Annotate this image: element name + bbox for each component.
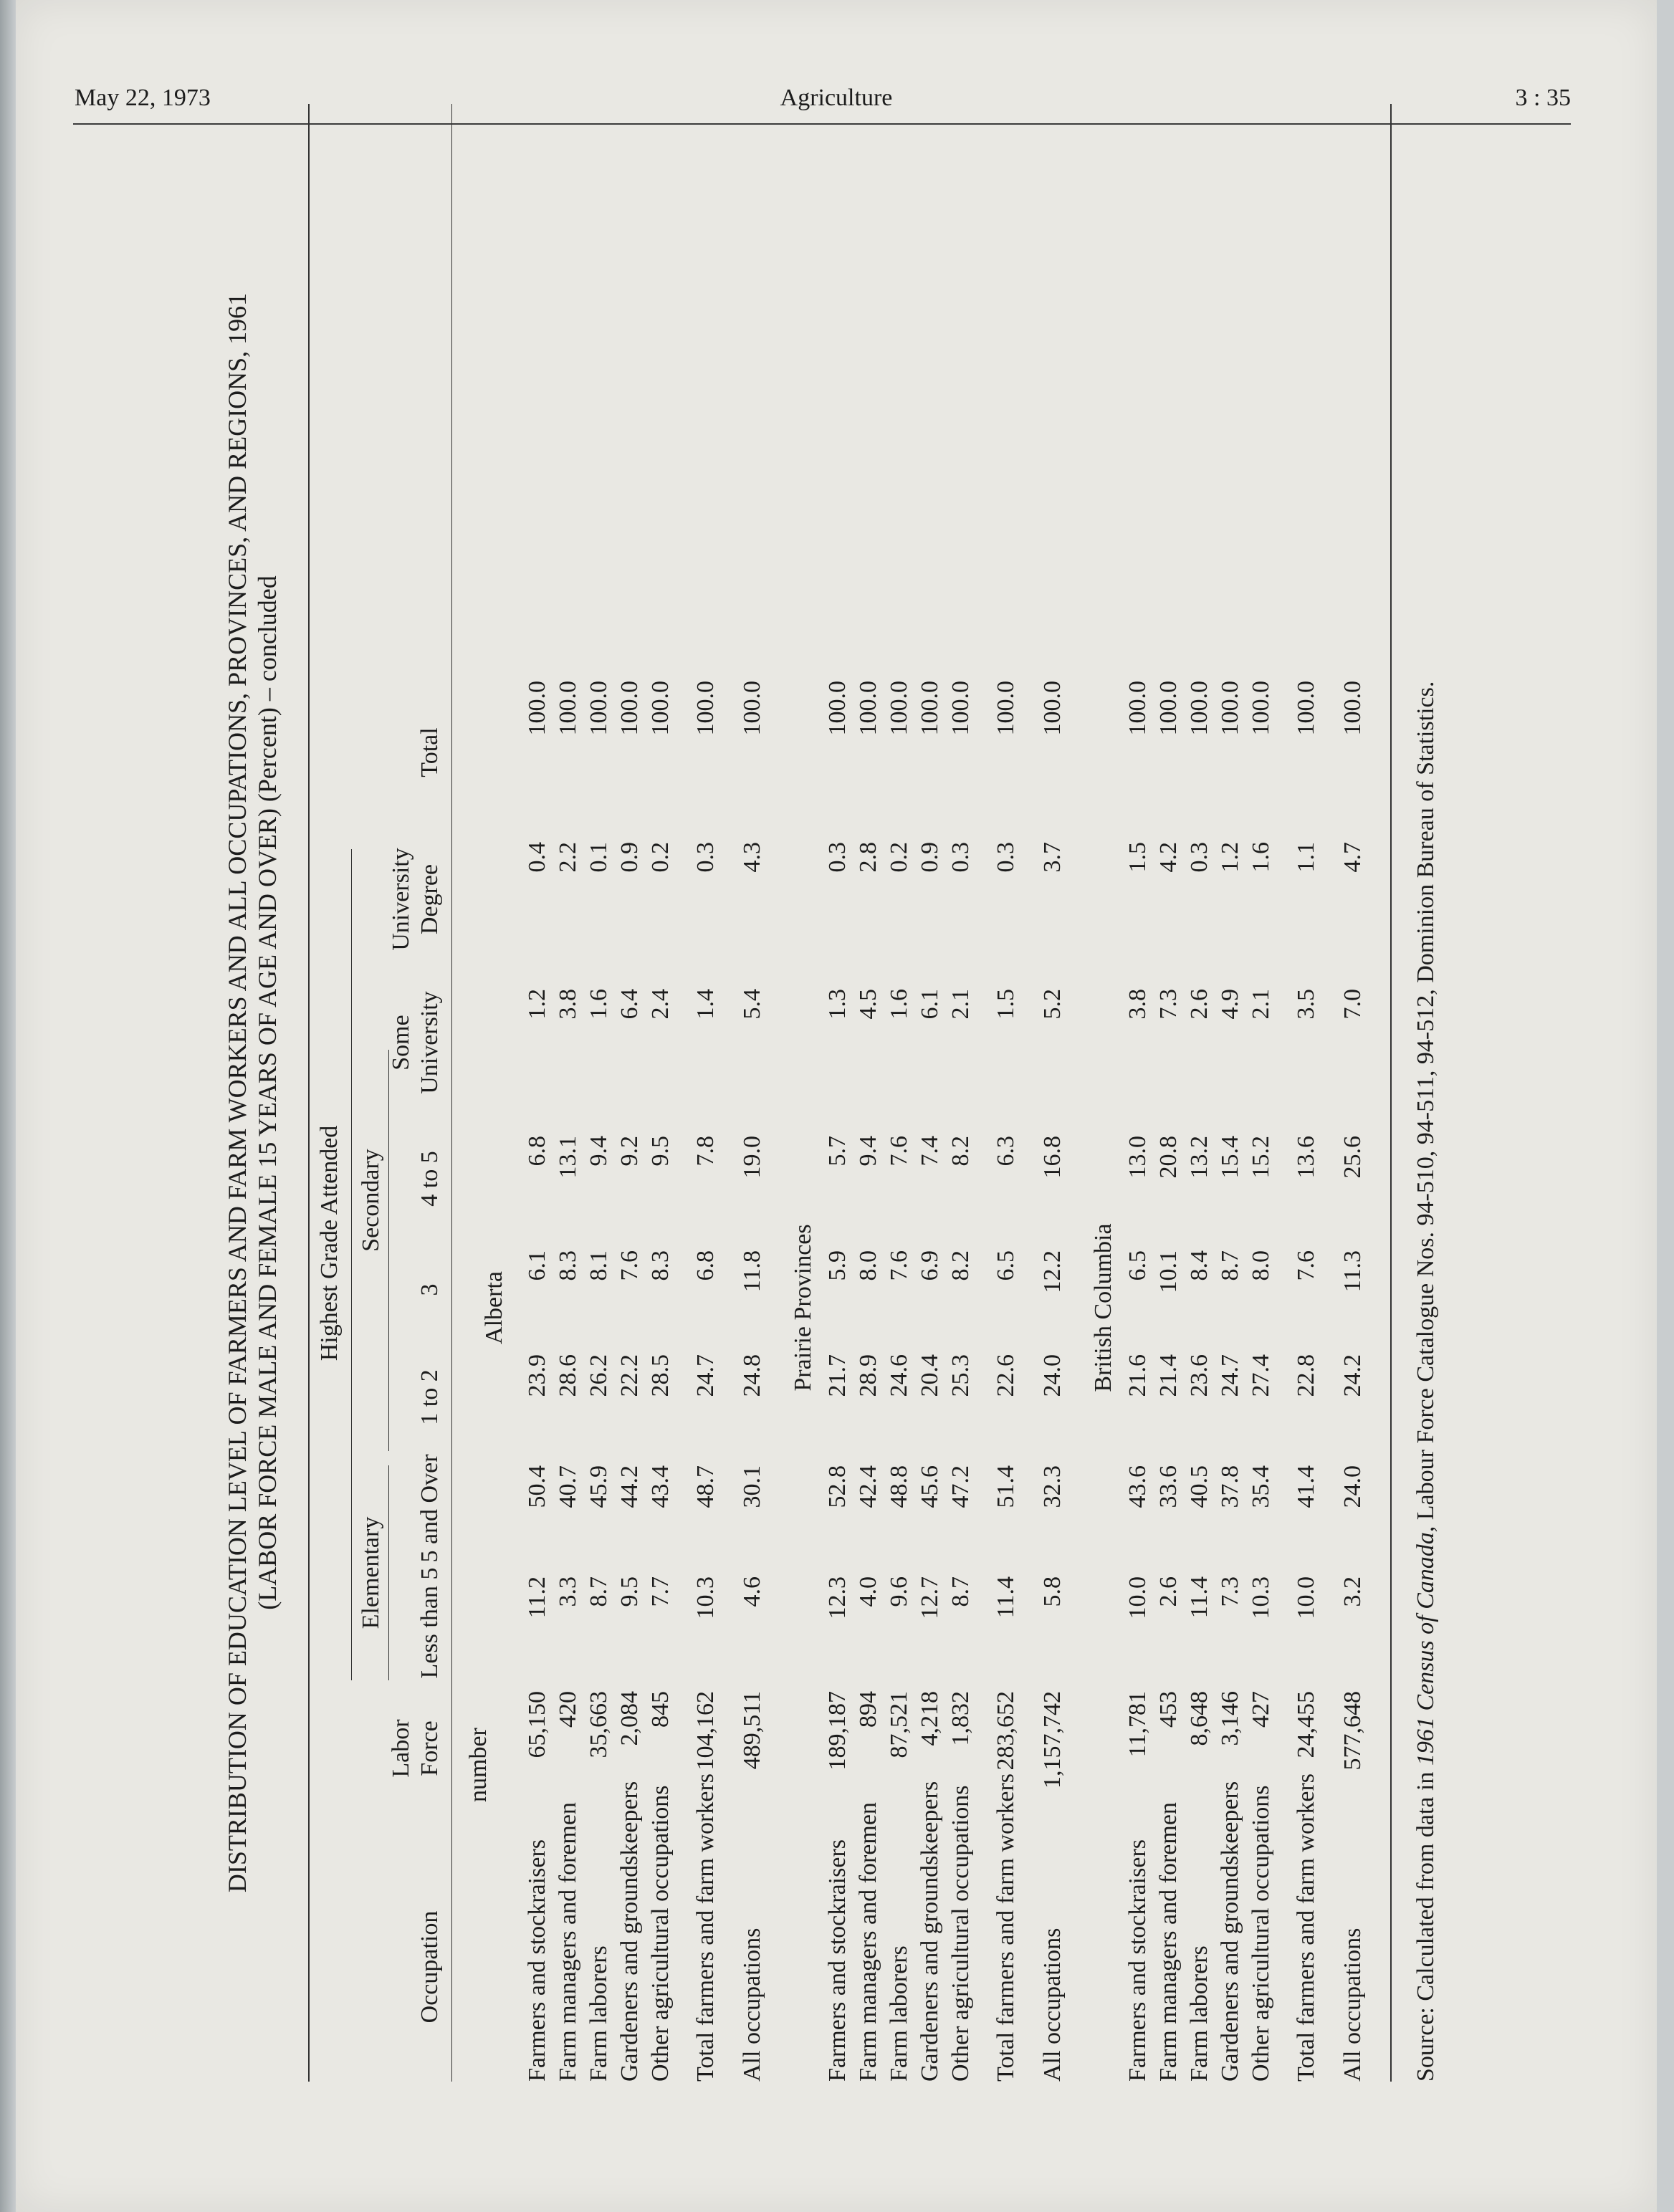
cell-3: 8.3 bbox=[555, 1250, 581, 1281]
cell-less-than-5: 12.3 bbox=[824, 1576, 851, 1619]
cell-1-to-2: 27.4 bbox=[1248, 1354, 1274, 1397]
section-title: British Columbia bbox=[1090, 1223, 1116, 1392]
cell-5-and-over: 33.6 bbox=[1155, 1465, 1182, 1508]
cell-some-university: 1.4 bbox=[692, 989, 719, 1020]
column-header-rule bbox=[451, 104, 452, 2082]
column-university-degree-line2: Degree bbox=[416, 863, 443, 935]
all-occupations-row-label: All occupations bbox=[1339, 1928, 1366, 2082]
source-italic: 1961 Census of Canada, bbox=[1412, 1526, 1439, 1766]
cell-less-than-5: 10.0 bbox=[1293, 1576, 1319, 1619]
cell-4-to-5: 13.0 bbox=[1124, 1136, 1151, 1179]
cell-some-university: 5.2 bbox=[1039, 989, 1066, 1020]
cell-1-to-2: 24.0 bbox=[1039, 1354, 1066, 1397]
cell-5-and-over: 45.9 bbox=[585, 1465, 612, 1508]
cell-labor-force: 104,162 bbox=[692, 1691, 719, 1771]
cell-5-and-over: 35.4 bbox=[1248, 1465, 1274, 1508]
rotated-table bbox=[201, 82, 1462, 2103]
cell-university-degree: 4.2 bbox=[1155, 842, 1182, 873]
elementary-rule bbox=[388, 1465, 389, 1680]
cell-less-than-5: 12.7 bbox=[917, 1576, 943, 1619]
cell-less-than-5: 7.3 bbox=[1217, 1576, 1243, 1607]
cell-5-and-over: 24.0 bbox=[1339, 1465, 1366, 1508]
cell-some-university: 2.1 bbox=[1248, 989, 1274, 1020]
column-labor-force-line1: Labor bbox=[388, 1719, 414, 1778]
cell-total: 100.0 bbox=[1339, 681, 1366, 736]
column-occupation: Occupation bbox=[416, 1910, 443, 2024]
cell-5-and-over: 51.4 bbox=[993, 1465, 1019, 1508]
cell-labor-force: 1,832 bbox=[947, 1691, 974, 1746]
cell-university-degree: 1.2 bbox=[1217, 842, 1243, 873]
column-labor-force bbox=[387, 1687, 444, 1809]
header-section: Agriculture bbox=[780, 85, 893, 111]
cell-4-to-5: 9.4 bbox=[585, 1136, 612, 1167]
cell-1-to-2: 28.9 bbox=[855, 1354, 881, 1397]
cell-university-degree: 1.1 bbox=[1293, 842, 1319, 873]
cell-university-degree: 0.3 bbox=[1186, 842, 1213, 873]
cell-3: 6.1 bbox=[524, 1250, 550, 1281]
cell-1-to-2: 23.6 bbox=[1186, 1354, 1213, 1397]
cell-less-than-5: 10.0 bbox=[1124, 1576, 1151, 1619]
cell-total: 100.0 bbox=[647, 681, 674, 736]
cell-1-to-2: 21.6 bbox=[1124, 1354, 1151, 1397]
cell-4-to-5: 7.8 bbox=[692, 1136, 719, 1167]
cell-4-to-5: 5.7 bbox=[824, 1136, 851, 1167]
cell-less-than-5: 4.0 bbox=[855, 1576, 881, 1607]
cell-total: 100.0 bbox=[855, 681, 881, 736]
cell-1-to-2: 23.9 bbox=[524, 1354, 550, 1397]
cell-labor-force: 11,781 bbox=[1124, 1691, 1151, 1758]
cell-3: 8.2 bbox=[947, 1250, 974, 1281]
cell-less-than-5: 10.3 bbox=[1248, 1576, 1274, 1619]
cell-4-to-5: 9.5 bbox=[647, 1136, 674, 1167]
cell-4-to-5: 7.4 bbox=[917, 1136, 943, 1167]
cell-1-to-2: 22.2 bbox=[616, 1354, 643, 1397]
cell-some-university: 3.5 bbox=[1293, 989, 1319, 1020]
cell-4-to-5: 25.6 bbox=[1339, 1136, 1366, 1179]
cell-university-degree: 0.3 bbox=[947, 842, 974, 873]
cell-less-than-5: 7.7 bbox=[647, 1576, 674, 1607]
cell-university-degree: 4.7 bbox=[1339, 842, 1366, 873]
cell-1-to-2: 21.4 bbox=[1155, 1354, 1182, 1397]
cell-3: 7.6 bbox=[1293, 1250, 1319, 1281]
column-total: Total bbox=[416, 727, 443, 777]
cell-labor-force: 2,084 bbox=[616, 1691, 643, 1746]
cell-1-to-2: 22.8 bbox=[1293, 1354, 1319, 1397]
cell-university-degree: 4.3 bbox=[739, 842, 765, 873]
cell-labor-force: 87,521 bbox=[886, 1691, 912, 1758]
table-title-line2: (LABOR FORCE MALE AND FEMALE 15 YEARS OF AGE AND OVER) (Percent) – concluded bbox=[253, 575, 282, 1610]
cell-1-to-2: 24.8 bbox=[739, 1354, 765, 1397]
cell-university-degree: 0.9 bbox=[917, 842, 943, 873]
cell-4-to-5: 13.6 bbox=[1293, 1136, 1319, 1179]
cell-5-and-over: 41.4 bbox=[1293, 1465, 1319, 1508]
table-row-label: Farm managers and foremen bbox=[855, 1802, 881, 2082]
cell-5-and-over: 40.7 bbox=[555, 1465, 581, 1508]
cell-labor-force: 8,648 bbox=[1186, 1691, 1213, 1746]
cell-5-and-over: 32.3 bbox=[1039, 1465, 1066, 1508]
cell-university-degree: 1.6 bbox=[1248, 842, 1274, 873]
cell-5-and-over: 43.4 bbox=[647, 1465, 674, 1508]
cell-labor-force: 283,652 bbox=[993, 1691, 1019, 1771]
cell-less-than-5: 3.2 bbox=[1339, 1576, 1366, 1607]
cell-5-and-over: 48.8 bbox=[886, 1465, 912, 1508]
group-header-rule bbox=[351, 849, 352, 1680]
cell-total: 100.0 bbox=[1248, 681, 1274, 736]
cell-1-to-2: 24.7 bbox=[1217, 1354, 1243, 1397]
column-labor-force-line2: Force bbox=[416, 1720, 443, 1776]
column-3: 3 bbox=[416, 1283, 443, 1296]
header-page-number: 3 : 35 bbox=[1515, 85, 1571, 111]
column-1-to-2: 1 to 2 bbox=[416, 1369, 443, 1425]
column-5-and-over: 5 and Over bbox=[416, 1454, 443, 1563]
cell-3: 10.1 bbox=[1155, 1250, 1182, 1293]
all-occupations-row-label: All occupations bbox=[739, 1928, 765, 2082]
cell-some-university: 6.1 bbox=[917, 989, 943, 1020]
cell-5-and-over: 48.7 bbox=[692, 1465, 719, 1508]
cell-less-than-5: 3.3 bbox=[555, 1576, 581, 1607]
unit-label: number bbox=[465, 1728, 492, 1802]
cell-less-than-5: 10.3 bbox=[692, 1576, 719, 1619]
cell-total: 100.0 bbox=[1155, 681, 1182, 736]
table-row-label: Farm laborers bbox=[1186, 1945, 1213, 2082]
cell-labor-force: 894 bbox=[855, 1691, 881, 1728]
cell-4-to-5: 13.2 bbox=[1186, 1136, 1213, 1179]
table-row-label: Gardeners and groundskeepers bbox=[917, 1781, 943, 2082]
cell-labor-force: 24,455 bbox=[1293, 1691, 1319, 1758]
cell-less-than-5: 11.4 bbox=[993, 1576, 1019, 1619]
cell-labor-force: 4,218 bbox=[917, 1691, 943, 1746]
cell-labor-force: 489,511 bbox=[739, 1691, 765, 1770]
secondary-header: Secondary bbox=[358, 1149, 384, 1252]
cell-3: 6.9 bbox=[917, 1250, 943, 1281]
cell-less-than-5: 8.7 bbox=[585, 1576, 612, 1607]
cell-less-than-5: 8.7 bbox=[947, 1576, 974, 1607]
cell-1-to-2: 28.6 bbox=[555, 1354, 581, 1397]
cell-4-to-5: 6.3 bbox=[993, 1136, 1019, 1167]
cell-labor-force: 845 bbox=[647, 1691, 674, 1728]
table-row-label: Farmers and stockraisers bbox=[824, 1839, 851, 2082]
cell-3: 11.3 bbox=[1339, 1250, 1366, 1293]
cell-3: 5.9 bbox=[824, 1250, 851, 1281]
cell-total: 100.0 bbox=[585, 681, 612, 736]
total-row-label: Total farmers and farm workers bbox=[692, 1773, 719, 2082]
table-row-label: Gardeners and groundskeepers bbox=[616, 1781, 643, 2082]
cell-1-to-2: 24.6 bbox=[886, 1354, 912, 1397]
cell-labor-force: 453 bbox=[1155, 1691, 1182, 1728]
column-university-degree bbox=[387, 828, 444, 971]
cell-4-to-5: 13.1 bbox=[555, 1136, 581, 1179]
cell-university-degree: 0.2 bbox=[647, 842, 674, 873]
source-prefix: Source: Calculated from data in bbox=[1412, 1766, 1439, 2082]
cell-some-university: 7.0 bbox=[1339, 989, 1366, 1020]
table-row-label: Farmers and stockraisers bbox=[1124, 1839, 1151, 2082]
table-row-label: Gardeners and groundskeepers bbox=[1217, 1781, 1243, 2082]
column-university-degree-line1: University bbox=[388, 848, 414, 951]
cell-total: 100.0 bbox=[993, 681, 1019, 736]
cell-1-to-2: 25.3 bbox=[947, 1354, 974, 1397]
table-row-label: Other agricultural occupations bbox=[647, 1785, 674, 2082]
cell-5-and-over: 42.4 bbox=[855, 1465, 881, 1508]
binding-edge bbox=[0, 0, 16, 2212]
cell-4-to-5: 20.8 bbox=[1155, 1136, 1182, 1179]
section-title: Alberta bbox=[481, 1271, 507, 1344]
group-header-highest-grade: Highest Grade Attended bbox=[316, 1125, 343, 1361]
cell-labor-force: 427 bbox=[1248, 1691, 1274, 1728]
cell-3: 8.7 bbox=[1217, 1250, 1243, 1281]
cell-3: 11.8 bbox=[739, 1250, 765, 1293]
cell-university-degree: 1.5 bbox=[1124, 842, 1151, 873]
cell-less-than-5: 2.6 bbox=[1155, 1576, 1182, 1607]
cell-4-to-5: 15.2 bbox=[1248, 1136, 1274, 1179]
cell-total: 100.0 bbox=[555, 681, 581, 736]
cell-some-university: 6.4 bbox=[616, 989, 643, 1020]
cell-university-degree: 0.3 bbox=[993, 842, 1019, 873]
cell-university-degree: 0.3 bbox=[824, 842, 851, 873]
header-date: May 22, 1973 bbox=[75, 85, 211, 111]
table-row-label: Other agricultural occupations bbox=[947, 1785, 974, 2082]
table-row-label: Other agricultural occupations bbox=[1248, 1785, 1274, 2082]
cell-3: 8.1 bbox=[585, 1250, 612, 1281]
cell-1-to-2: 20.4 bbox=[917, 1354, 943, 1397]
table-row-label: Farm managers and foremen bbox=[1155, 1802, 1182, 2082]
cell-less-than-5: 5.8 bbox=[1039, 1576, 1066, 1607]
table-top-rule bbox=[308, 104, 310, 2082]
cell-3: 6.5 bbox=[1124, 1250, 1151, 1281]
table-bottom-rule bbox=[1390, 104, 1392, 2082]
cell-4-to-5: 9.4 bbox=[855, 1136, 881, 1167]
all-occupations-row-label: All occupations bbox=[1039, 1928, 1066, 2082]
cell-total: 100.0 bbox=[1186, 681, 1213, 736]
cell-university-degree: 2.8 bbox=[855, 842, 881, 873]
cell-1-to-2: 21.7 bbox=[824, 1354, 851, 1397]
cell-5-and-over: 50.4 bbox=[524, 1465, 550, 1508]
cell-3: 8.4 bbox=[1186, 1250, 1213, 1281]
cell-some-university: 4.5 bbox=[855, 989, 881, 1020]
cell-total: 100.0 bbox=[886, 681, 912, 736]
cell-4-to-5: 6.8 bbox=[524, 1136, 550, 1167]
cell-some-university: 2.6 bbox=[1186, 989, 1213, 1020]
column-some-university-line1: Some bbox=[388, 1015, 414, 1071]
cell-some-university: 1.3 bbox=[824, 989, 851, 1020]
column-4-to-5: 4 to 5 bbox=[416, 1151, 443, 1207]
cell-labor-force: 420 bbox=[555, 1691, 581, 1728]
cell-total: 100.0 bbox=[692, 681, 719, 736]
cell-1-to-2: 24.7 bbox=[692, 1354, 719, 1397]
cell-total: 100.0 bbox=[824, 681, 851, 736]
cell-1-to-2: 22.6 bbox=[993, 1354, 1019, 1397]
cell-1-to-2: 24.2 bbox=[1339, 1354, 1366, 1397]
column-less-than-5: Less than 5 bbox=[416, 1567, 443, 1679]
table-row-label: Farm laborers bbox=[886, 1945, 912, 2082]
cell-labor-force: 3,146 bbox=[1217, 1691, 1243, 1746]
cell-1-to-2: 26.2 bbox=[585, 1354, 612, 1397]
cell-3: 7.6 bbox=[616, 1250, 643, 1281]
cell-some-university: 1.2 bbox=[524, 989, 550, 1020]
cell-labor-force: 35,663 bbox=[585, 1691, 612, 1758]
cell-university-degree: 3.7 bbox=[1039, 842, 1066, 873]
cell-some-university: 1.6 bbox=[585, 989, 612, 1020]
cell-total: 100.0 bbox=[947, 681, 974, 736]
cell-university-degree: 0.1 bbox=[585, 842, 612, 873]
cell-some-university: 3.8 bbox=[555, 989, 581, 1020]
cell-some-university: 2.4 bbox=[647, 989, 674, 1020]
cell-5-and-over: 37.8 bbox=[1217, 1465, 1243, 1508]
cell-3: 8.0 bbox=[1248, 1250, 1274, 1281]
cell-some-university: 1.6 bbox=[886, 989, 912, 1020]
cell-university-degree: 0.4 bbox=[524, 842, 550, 873]
cell-4-to-5: 8.2 bbox=[947, 1136, 974, 1167]
cell-3: 8.3 bbox=[647, 1250, 674, 1281]
cell-university-degree: 0.9 bbox=[616, 842, 643, 873]
table-title bbox=[222, 82, 282, 2103]
section-title: Prairie Provinces bbox=[790, 1224, 816, 1392]
cell-4-to-5: 16.8 bbox=[1039, 1136, 1066, 1179]
cell-total: 100.0 bbox=[1217, 681, 1243, 736]
table-title-line1: DISTRIBUTION OF EDUCATION LEVEL OF FARMERS AND FARM WORKERS AND ALL OCCUPATIONS, PROVINCES, AND REGIONS, 1961 bbox=[223, 292, 252, 1893]
cell-total: 100.0 bbox=[739, 681, 765, 736]
table-row-label: Farm laborers bbox=[585, 1945, 612, 2082]
cell-university-degree: 0.2 bbox=[886, 842, 912, 873]
cell-total: 100.0 bbox=[917, 681, 943, 736]
cell-4-to-5: 15.4 bbox=[1217, 1136, 1243, 1179]
elementary-header: Elementary bbox=[358, 1516, 384, 1629]
cell-total: 100.0 bbox=[1293, 681, 1319, 736]
cell-5-and-over: 40.5 bbox=[1186, 1465, 1213, 1508]
cell-4-to-5: 7.6 bbox=[886, 1136, 912, 1167]
cell-5-and-over: 43.6 bbox=[1124, 1465, 1151, 1508]
cell-5-and-over: 30.1 bbox=[739, 1465, 765, 1508]
cell-4-to-5: 9.2 bbox=[616, 1136, 643, 1167]
cell-some-university: 4.9 bbox=[1217, 989, 1243, 1020]
column-some-university-line2: University bbox=[416, 991, 443, 1094]
total-row-label: Total farmers and farm workers bbox=[993, 1773, 1019, 2082]
cell-some-university: 3.8 bbox=[1124, 989, 1151, 1020]
cell-3: 6.5 bbox=[993, 1250, 1019, 1281]
cell-some-university: 5.4 bbox=[739, 989, 765, 1020]
cell-labor-force: 189,187 bbox=[824, 1691, 851, 1771]
cell-total: 100.0 bbox=[616, 681, 643, 736]
cell-1-to-2: 28.5 bbox=[647, 1354, 674, 1397]
cell-total: 100.0 bbox=[1039, 681, 1066, 736]
cell-total: 100.0 bbox=[524, 681, 550, 736]
cell-5-and-over: 52.8 bbox=[824, 1465, 851, 1508]
cell-some-university: 2.1 bbox=[947, 989, 974, 1020]
cell-some-university: 7.3 bbox=[1155, 989, 1182, 1020]
cell-5-and-over: 44.2 bbox=[616, 1465, 643, 1508]
cell-labor-force: 65,150 bbox=[524, 1691, 550, 1758]
total-row-label: Total farmers and farm workers bbox=[1293, 1773, 1319, 2082]
cell-less-than-5: 9.6 bbox=[886, 1576, 912, 1607]
column-some-university bbox=[387, 971, 444, 1114]
cell-3: 12.2 bbox=[1039, 1250, 1066, 1293]
cell-less-than-5: 4.6 bbox=[739, 1576, 765, 1607]
cell-less-than-5: 11.4 bbox=[1186, 1576, 1213, 1619]
table-row-label: Farmers and stockraisers bbox=[524, 1839, 550, 2082]
cell-4-to-5: 19.0 bbox=[739, 1136, 765, 1179]
cell-university-degree: 2.2 bbox=[555, 842, 581, 873]
source-note bbox=[1412, 681, 1440, 2082]
cell-3: 6.8 bbox=[692, 1250, 719, 1281]
cell-less-than-5: 9.5 bbox=[616, 1576, 643, 1607]
cell-some-university: 1.5 bbox=[993, 989, 1019, 1020]
cell-3: 7.6 bbox=[886, 1250, 912, 1281]
cell-less-than-5: 11.2 bbox=[524, 1576, 550, 1619]
table-row-label: Farm managers and foremen bbox=[555, 1802, 581, 2082]
cell-university-degree: 0.3 bbox=[692, 842, 719, 873]
cell-5-and-over: 47.2 bbox=[947, 1465, 974, 1508]
cell-5-and-over: 45.6 bbox=[917, 1465, 943, 1508]
cell-total: 100.0 bbox=[1124, 681, 1151, 736]
cell-labor-force: 577,648 bbox=[1339, 1691, 1366, 1771]
source-suffix: Labour Force Catalogue Nos. 94-510, 94-511, 94-512, Dominion Bureau of Statistics. bbox=[1412, 681, 1439, 1526]
cell-labor-force: 1,157,742 bbox=[1039, 1691, 1066, 1789]
cell-3: 8.0 bbox=[855, 1250, 881, 1281]
